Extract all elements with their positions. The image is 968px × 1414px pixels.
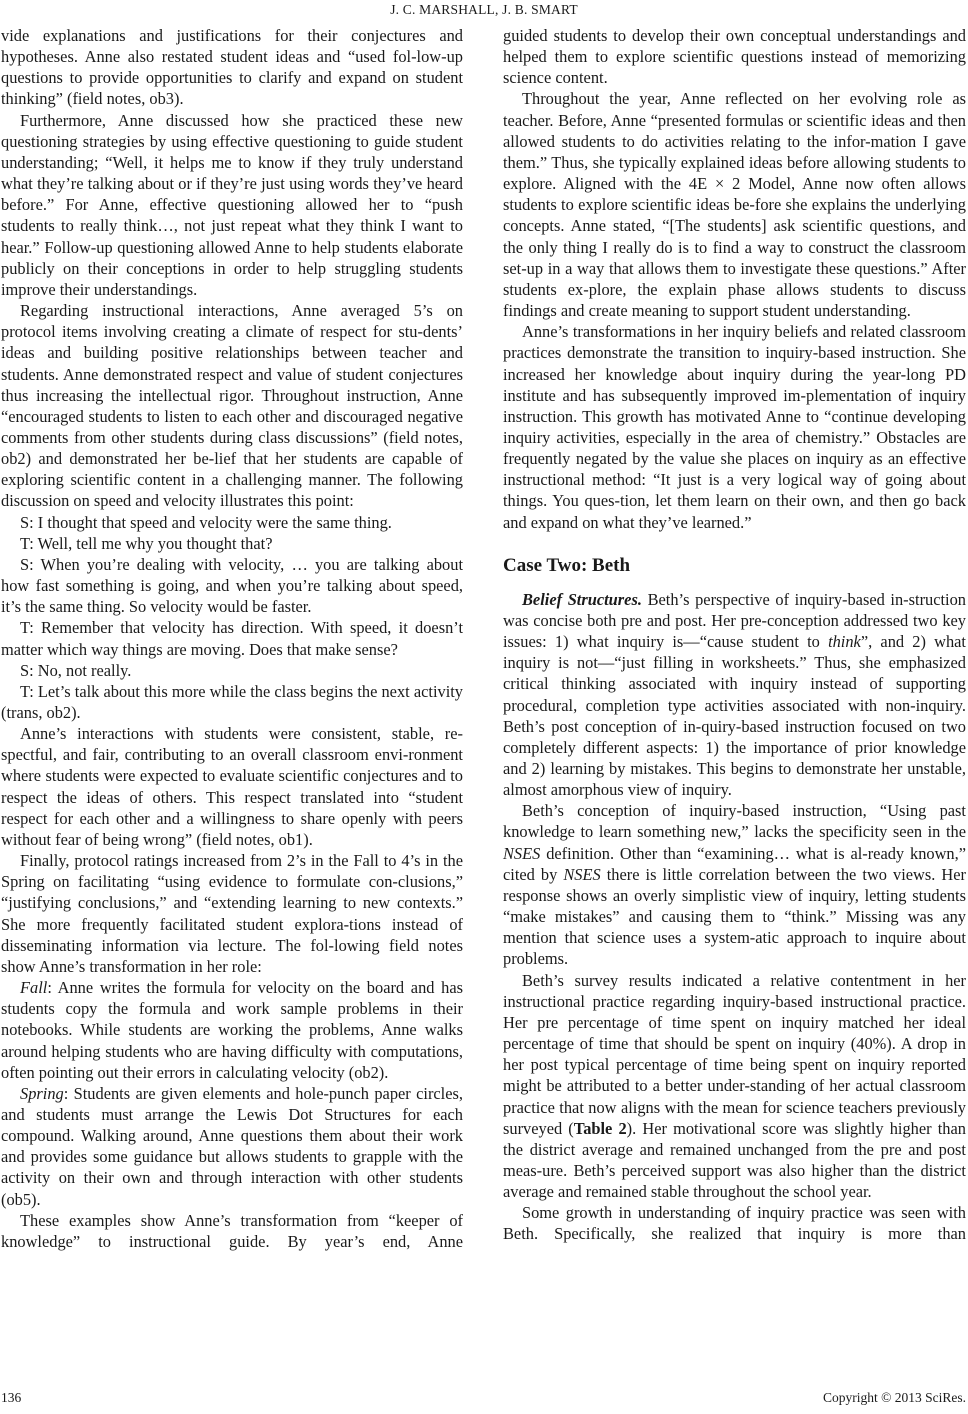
copyright-notice: Copyright © 2013 SciRes. (822, 1390, 966, 1405)
paragraph: Finally, protocol ratings increased from 2’s in the Fall to 4’s in the Spring on facilitating “using evidence to formulate con-clusions,” “justifying conclusions,” and “extending learning to new contexts.” She more frequently facilitated student explora-tions instead of disseminating information via lecture. The fol-lowing field notes show Anne’s transformation in her role: (1, 851, 463, 976)
italic-term: NSES (563, 864, 601, 884)
dialogue-line: T: Remember that velocity has direction. With speed, it doesn’t matter which way things are moving. Does that make sense? (1, 618, 463, 659)
run-in-heading: Belief Structures. (522, 589, 642, 609)
paragraph: Regarding instructional interactions, Anne averaged 5’s on protocol items involving creating a climate of respect for stu-dents’ ideas and building positive relationships between teacher and students. Anne demonstrated respect and value of student conjectures thus increasing the intellectual rigor. Throughout instruction, Anne “encouraged students to listen to each other and discouraged negative comments from other students during class discussions” (field notes, ob2) and demonstrated her be-lief that her students are capable of exploring scientific content in a challenging manner. The following discussion on speed and velocity illustrates this point: (1, 301, 463, 511)
dialogue-line: T: Let’s talk about this more while the class begins the next activity (trans, ob2). (1, 681, 463, 722)
paragraph: Furthermore, Anne discussed how she practiced these new questioning strategies by using effective questioning to guide student understanding; “Well, it helps me to know if they truly understand what they’re talking about or if they’re just using words they’ve heard before.” For Anne, effective questioning allowed her to “push students to really think…, not just repeat what they think I want to hear.” Follow-up questioning allowed Anne to help students elaborate publicly on their conceptions in order to help struggling students improve their understandings. (1, 110, 463, 299)
section-heading: Case Two: Beth (503, 554, 631, 576)
running-head: J. C. MARSHALL, J. B. SMART (390, 2, 578, 17)
paragraph: These examples show Anne’s transformation from “keeper of knowledge” to instructional guide. By year’s end, Anne (1, 1210, 463, 1251)
dialogue-line: S: When you’re dealing with velocity, … you are talking about how fast something is going, and when you’re talking about speed, it’s the same thing. So velocity would be faster. (1, 554, 463, 617)
paragraph: Throughout the year, Anne reflected on her evolving role as teacher. Before, Anne “presented formulas or scientific ideas and then allowed students to do activities relating to the infor-mation I gave them.” Thus, she typically explained ideas before allowing students to explore. Aligned with the 4E × 2 Model, Anne now often allows students to explore scientific ideas be-fore she explains the underlying concepts. Anne stated, “[The students] ask scientific questions, and the only thing I really do is to find a way to construct the classroom set-up in a way that allows them to investigate these questions.” After students ex-plore, the explain phase allows students to discuss findings and create meaning to support student understanding. (503, 89, 966, 321)
text-span: ”, and 2) what inquiry is not—“just filling in worksheets.” Thus, she emphasized critical thinking associated with inquiry instead of supporting procedural, completion type activities associated with non-inquiry. Beth’s post conception of in-quiry-based instruction focused on two completely different aspects: 1) the importance of prior knowledge and 2) learning by mistakes. This begins to demonstrate her unstable, almost amorphous view of inquiry. (503, 632, 966, 800)
paragraph: Anne’s transformations in her inquiry beliefs and related classroom practices demonstrate the transition to inquiry-based instruction. She increased her knowledge about inquiry during the year-long PD institute and has subsequently improved im-plementation of inquiry instruction. This growth has motivated Anne to “continue developing inquiry activities, especially in the area of chemistry.” Obstacles are frequently negated by the value she places on inquiry as an effective instructional method: “It just is a very logical way of going about things. You ques-tion, let them learn on their own, and then go back and expand on what they’ve learned.” (503, 322, 966, 532)
field-note-spring (1, 1083, 463, 1210)
text-span: Beth’s conception of inquiry-based instruction, “Using past knowledge to learn something new,” lacks the specificity seen in the (503, 801, 966, 842)
text-span: Beth’s survey results indicated a relative contentment in her instructional practice regarding inquiry-based instructional practice. Her pre percentage of time spent on inquiry matched her ideal percentage of time that should be spent on inquiry (40%). A drop in her post typical percentage of time being spent on inquiry reported might be attributed to a better under-standing of her actual classroom practice that now aligns with the mean for science teachers previously surveyed ( (503, 970, 966, 1138)
dialogue-line: S: No, not really. (20, 660, 132, 680)
table-reference-link[interactable]: Table 2 (573, 1118, 627, 1138)
field-note-fall (1, 977, 463, 1083)
right-column (503, 25, 966, 1245)
dialogue-line: S: I thought that speed and velocity were the same thing. (20, 512, 392, 532)
text-span: ). Her motivational score was slightly higher than the district average and remained unchanged from the pre and post meas-ure. Beth’s perceived support was also higher than the district average and remained stable throughout the school year. (503, 1118, 966, 1202)
paragraph: vide explanations and justifications for their conjectures and hypotheses. Anne also restated student ideas and “used fol-low-up questions to provide opportunities to clarify and expand on student thinking” (field notes, ob3). (1, 26, 463, 109)
text-span: definition. Other than “examining… what is al-ready known,” cited by (503, 843, 966, 884)
dialogue-line: T: Well, tell me why you thought that? (20, 533, 273, 553)
paragraph (503, 589, 966, 801)
text-span: Beth’s perspective of inquiry-based in-struction was concise both pre and post. Her pre-conception addressed two key issues: 1) what inquiry is—“cause student to (503, 589, 966, 652)
spring-label: Spring (20, 1083, 64, 1103)
paragraph (503, 800, 966, 969)
paragraph (503, 970, 966, 1203)
paragraph: guided students to develop their own conceptual understandings and helped them to explore scientific questions instead of memorizing science content. (503, 26, 966, 88)
page-number: 136 (1, 1390, 22, 1405)
italic-term: NSES (503, 843, 541, 863)
paragraph: Some growth in understanding of inquiry practice was seen with Beth. Specifically, she realized that inquiry is more than (503, 1203, 966, 1244)
spring-text: : Students are given elements and hole-punch paper circles, and students must arrange the Lewis Dot Structures for each compound. Walking around, Anne questions them about their work and provides some guidance but allows students to grapple with the activity on their own and through interaction with other students (ob5). (1, 1083, 463, 1209)
fall-label: Fall (20, 978, 48, 998)
paragraph: Anne’s interactions with students were consistent, stable, re-spectful, and fair, contributing to an overall classroom envi-ronment where students were expected to evaluate scientific conjectures and to respect the ideas of others. This respect translated into “student respect for each other and a willingness to share openly with peers without fear of being wrong” (field notes, ob1). (1, 724, 463, 849)
left-column (1, 25, 463, 1252)
text-span: there is little correlation between the two views. Her response shows an overly simplistic view of inquiry, letting students “make mistakes” and causing them to “think.” Missing was any mention that science uses a system-atic approach to inquire about problems. (503, 864, 966, 969)
fall-text: : Anne writes the formula for velocity on the board and has students copy the formula and work sample problems in their notebooks. While students are working the problems, Anne walks around helping students who are having difficulty with computations, often pointing out their errors in calculating velocity (ob2). (1, 978, 463, 1082)
italic-term: think (828, 632, 861, 652)
